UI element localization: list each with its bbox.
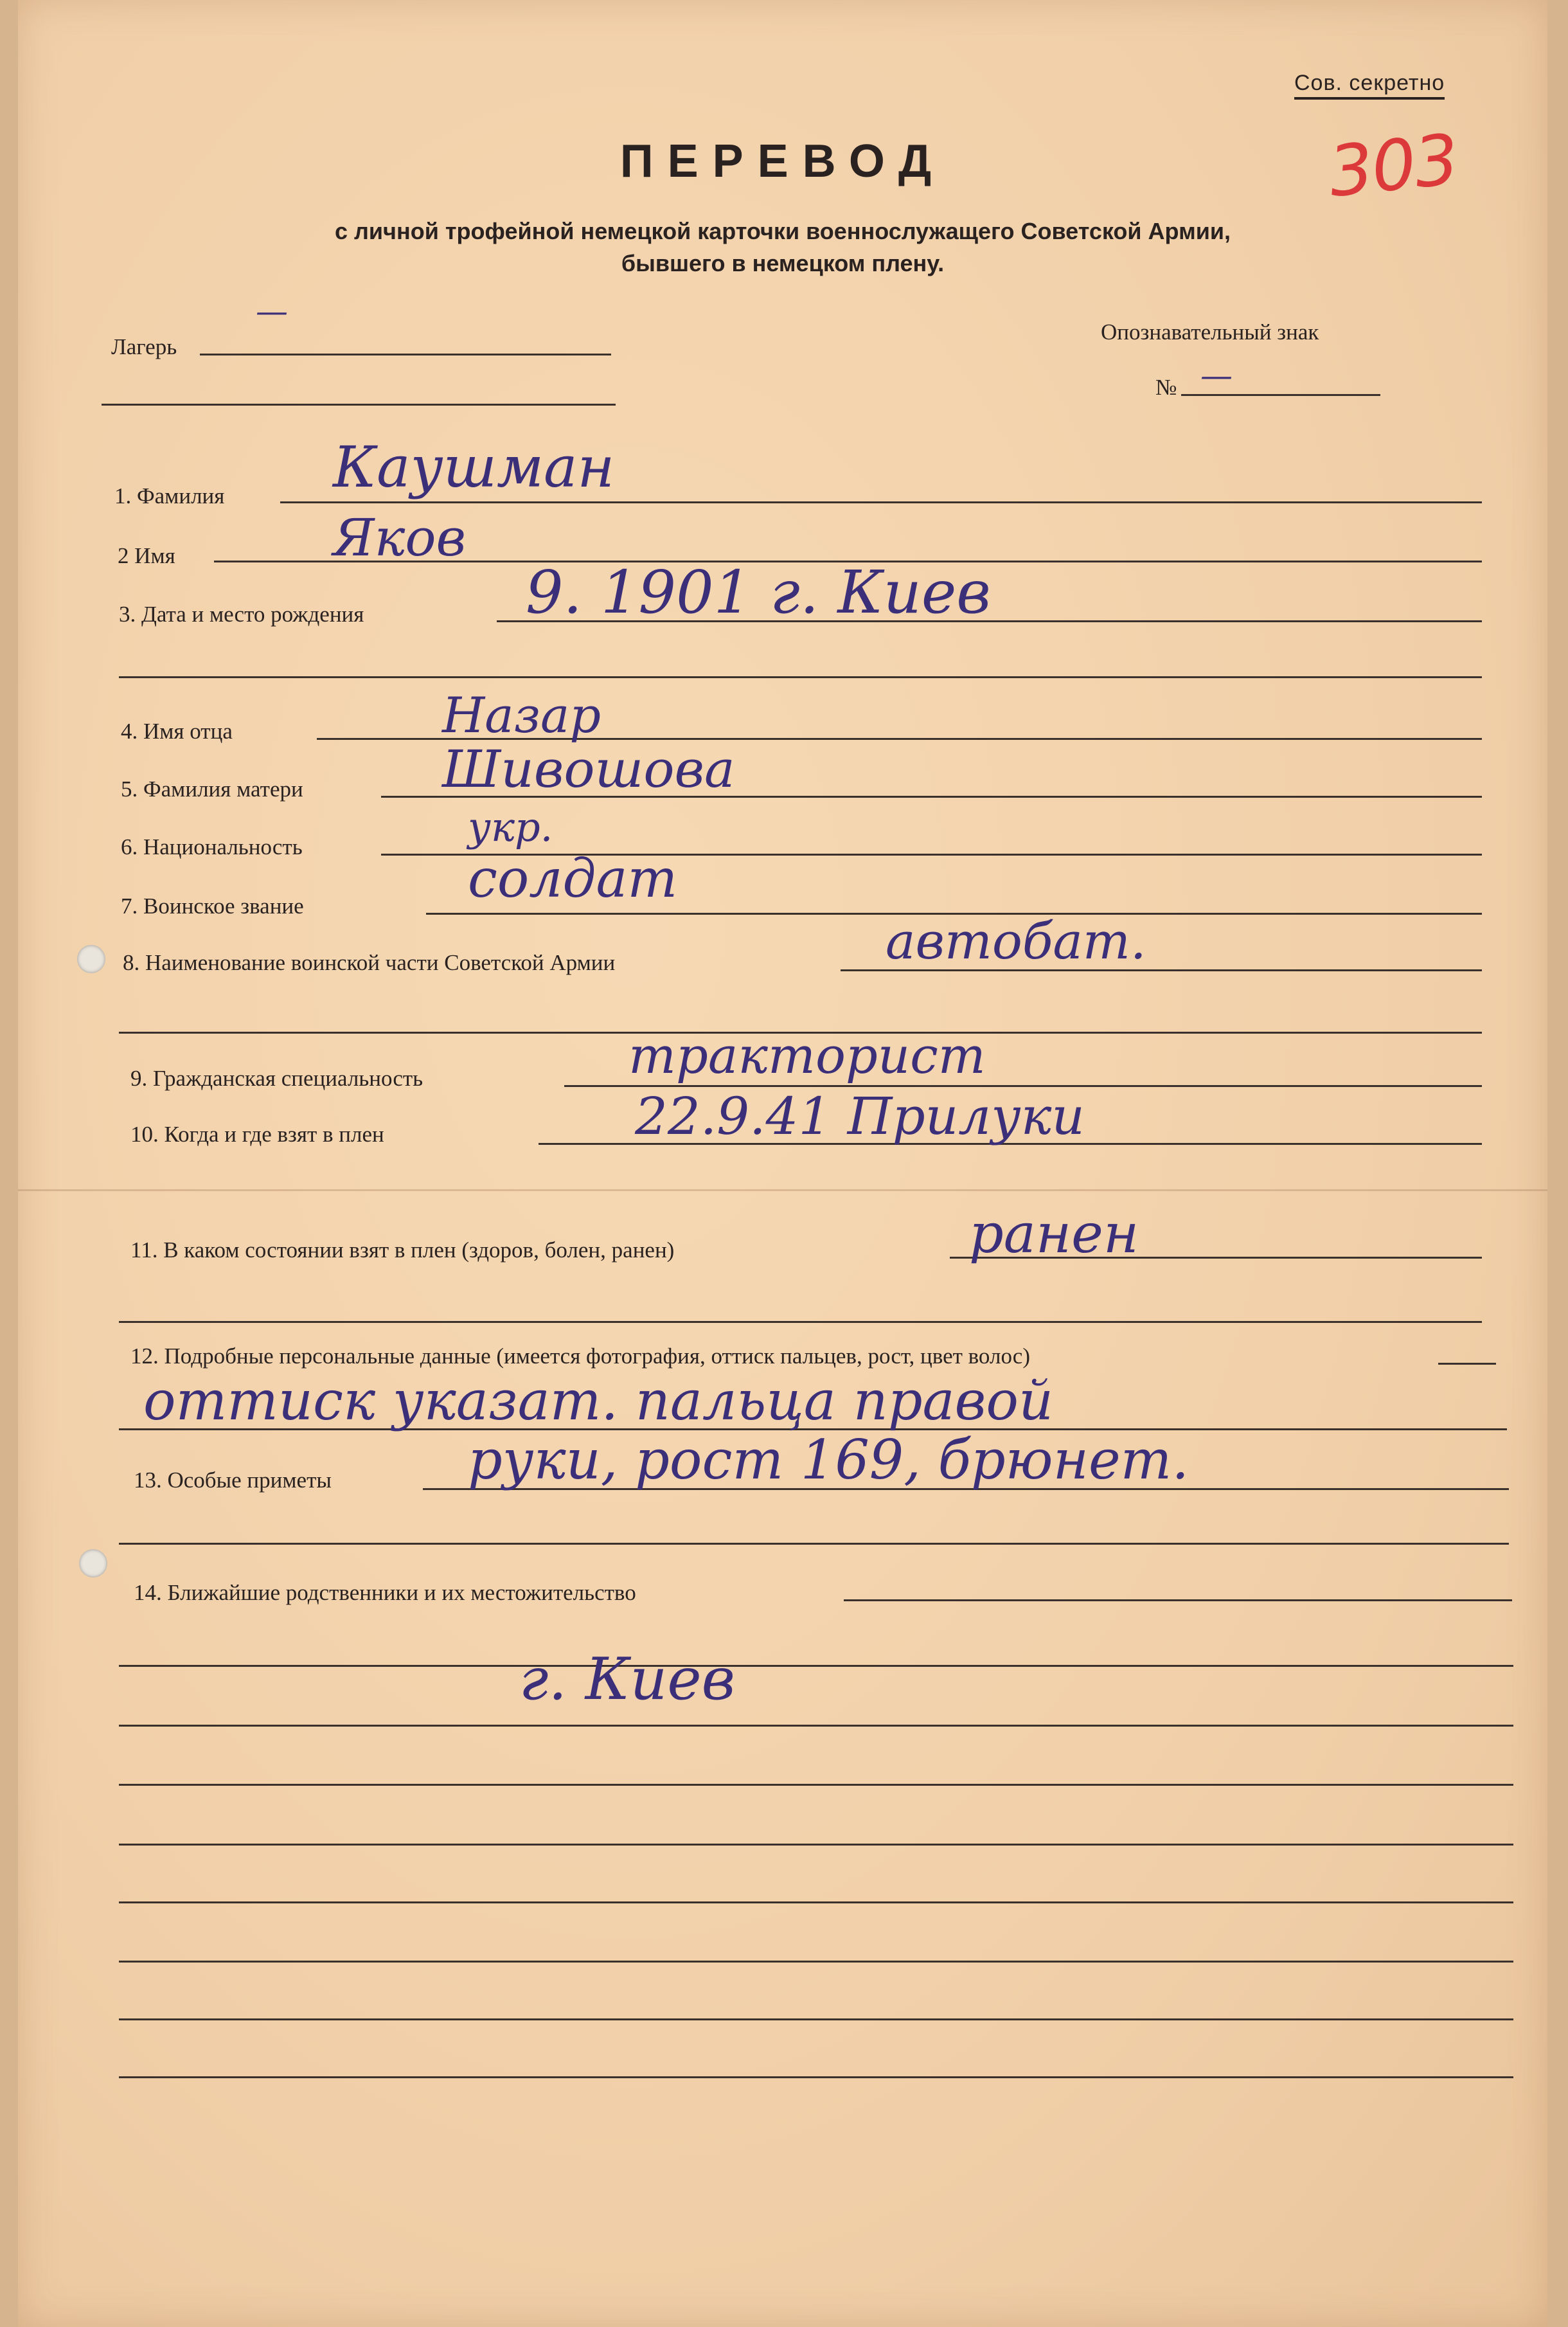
- camp-label: Лагерь: [111, 334, 177, 359]
- field-10-label: 10. Когда и где взят в плен: [130, 1122, 384, 1147]
- field-7-label: 7. Воинское звание: [121, 894, 304, 919]
- stamp-number: 303: [1325, 119, 1462, 213]
- field-3-label: 3. Дата и место рождения: [119, 602, 364, 627]
- document-sheet: [18, 0, 1547, 2327]
- field-1-value: Каушман: [333, 434, 615, 500]
- field-8-label: 8. Наименование воинской части Советской Армии: [123, 950, 616, 975]
- id-tag-line: [1181, 394, 1380, 396]
- field-3-value: 9. 1901 г. Киев: [526, 558, 991, 627]
- subtitle-line-2: бывшего в немецком плену.: [621, 250, 945, 276]
- field-1-line: [280, 501, 1482, 503]
- field-14-line-3: [119, 1725, 1513, 1727]
- camp-value: —: [256, 292, 288, 330]
- paper-fold: [18, 1189, 1547, 1191]
- field-14-value: г. Киев: [519, 1646, 735, 1713]
- field-11-label: 11. В каком состоянии взят в плен (здоров, болен, ранен): [130, 1237, 675, 1262]
- field-11-line-2: [119, 1321, 1482, 1323]
- field-12-line: [1438, 1363, 1496, 1365]
- punch-hole-upper: [77, 945, 105, 973]
- field-6-value: укр.: [468, 804, 553, 850]
- field-13-line-2: [119, 1543, 1509, 1545]
- subtitle-line-1: с личной трофейной немецкой карточки военнослужащего Советской Армии,: [335, 218, 1231, 244]
- field-5-value: Шивошова: [442, 739, 735, 799]
- id-tag-number-label: №: [1155, 375, 1177, 400]
- field-14-line: [844, 1599, 1512, 1601]
- blank-line: [119, 1844, 1513, 1846]
- field-10-value: 22.9.41 Прилуки: [635, 1086, 1085, 1146]
- field-8-value: автобат.: [886, 913, 1146, 971]
- field-1-label: 1. Фамилия: [114, 483, 225, 508]
- field-12-label: 12. Подробные персональные данные (имеется фотография, оттиск пальцев, рост, цвет волос): [130, 1343, 1030, 1369]
- field-13-label: 13. Особые приметы: [134, 1468, 332, 1493]
- blank-line: [119, 2018, 1513, 2020]
- field-3-line-2: [119, 676, 1482, 678]
- blank-line: [119, 1784, 1513, 1786]
- field-2-label: 2 Имя: [118, 543, 175, 568]
- punch-hole-lower: [79, 1549, 107, 1577]
- field-2-value: Яков: [333, 508, 467, 568]
- field-6-label: 6. Национальность: [121, 834, 303, 859]
- camp-line: [200, 354, 611, 355]
- field-4-label: 4. Имя отца: [121, 719, 233, 744]
- classification-mark: Сов. секретно: [1294, 71, 1445, 100]
- blank-line: [119, 1901, 1513, 1903]
- id-tag-label: Опознавательный знак: [1101, 319, 1319, 345]
- field-13-value: руки, рост 169, брюнет.: [468, 1428, 1189, 1491]
- field-4-value: Назар: [442, 687, 601, 744]
- field-7-value: солдат: [468, 849, 678, 910]
- field-14-line-2: [119, 1665, 1513, 1667]
- field-12-value: оттиск указат. пальца правой: [143, 1369, 1054, 1432]
- field-9-value: тракторист: [628, 1027, 986, 1085]
- id-tag-value: —: [1200, 357, 1233, 394]
- field-9-label: 9. Гражданская специальность: [130, 1066, 423, 1091]
- camp-line-2: [102, 404, 616, 406]
- field-14-label: 14. Ближайшие родственники и их местожительство: [134, 1580, 636, 1605]
- field-5-label: 5. Фамилия матери: [121, 777, 303, 802]
- blank-line: [119, 2076, 1513, 2078]
- blank-line: [119, 1961, 1513, 1963]
- document-title: ПЕРЕВОД: [619, 136, 946, 187]
- field-11-value: ранен: [969, 1202, 1139, 1265]
- document-subtitle: [18, 215, 1547, 280]
